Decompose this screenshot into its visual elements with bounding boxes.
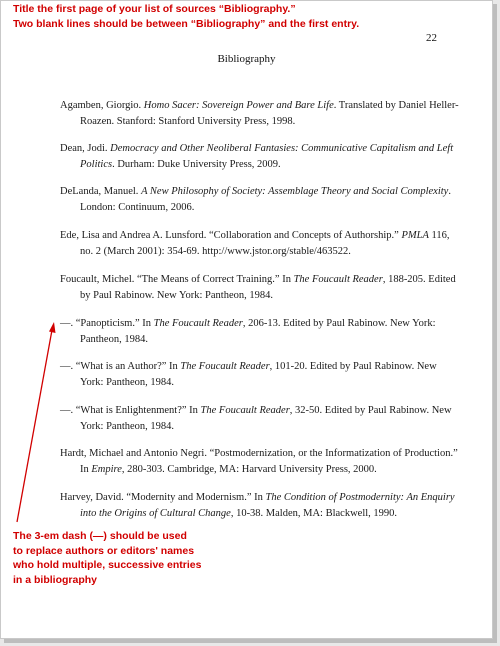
entry-text: Hardt, Michael and Antonio Negri. “Postmodernization, or the Informatization of Production.” In <box>60 448 458 475</box>
entry-title: Democracy and Other Neoliberal Fantasies: Communicative Capitalism and Left Politics <box>80 143 454 170</box>
entry-text: . London: Continuum, 2006. <box>80 186 451 213</box>
entry-text: , 188-205. Edited by Paul Rabinow. New York: Pantheon, 1984. <box>80 274 456 301</box>
top-annotation-line-2: Two blank lines should be between “Bibliography” and the first entry. <box>13 17 360 30</box>
top-annotation-line-1: Title the first page of your list of sources “Bibliography.” <box>13 3 296 15</box>
entry-title: A New Philosophy of Society: Assemblage Theory and Social Complexity <box>141 186 449 197</box>
entry-title: Homo Sacer: Sovereign Power and Bare Life <box>143 100 334 111</box>
page-number: 22 <box>426 32 437 44</box>
entry-title: The Foucault Reader <box>153 318 243 329</box>
entry-text: , 32-50. Edited by Paul Rabinow. New York: Pantheon, 1984. <box>80 405 452 432</box>
bottom-annotation-line-3: who hold multiple, successive entries <box>13 559 202 571</box>
arrow-head <box>49 322 56 333</box>
arrow-line <box>17 330 52 522</box>
entry-text: . Translated by Daniel Heller-Roazen. Stanford: Stanford University Press, 1998. <box>80 100 459 127</box>
entry-text: —. “What is an Author?” In <box>60 361 181 372</box>
entry-title: Empire <box>91 463 122 475</box>
entry-text: Foucault, Michel. “The Means of Correct Training.” In <box>60 274 294 285</box>
bottom-annotation-line-2: to replace authors or editors' names <box>13 544 195 557</box>
entry-text: , 206-13. Edited by Paul Rabinow. New York: Pantheon, 1984. <box>80 318 436 345</box>
entry-text: . Durham: Duke University Press, 2009. <box>112 158 281 170</box>
entry-title: The Foucault Reader <box>293 274 383 285</box>
bottom-annotation-line-1: The 3-em dash (—) should be used <box>13 530 187 542</box>
entry-text: , 10-38. Malden, MA: Blackwell, 1990. <box>230 507 398 519</box>
page-heading: Bibliography <box>217 53 276 65</box>
entry-title: The Foucault Reader <box>180 361 270 372</box>
entry-text: , 101-20. Edited by Paul Rabinow. New York: Pantheon, 1984. <box>80 361 437 388</box>
entry-text: DeLanda, Manuel. <box>60 186 142 197</box>
entry-text: —. “Panopticism.” In <box>60 318 154 329</box>
entry-title: The Condition of Postmodernity: An Enquiry into the Origins of Cultural Change <box>80 492 455 519</box>
entry-text: , 280-303. Cambridge, MA: Harvard University Press, 2000. <box>121 463 377 475</box>
entry-text: Dean, Jodi. <box>60 143 111 154</box>
entry-text: 116, no. 2 (March 2001): 354-69. http://www.jstor.org/stable/463522. <box>80 230 450 257</box>
entry-text: —. “What is Enlightenment?” In <box>60 405 201 416</box>
entry-title: PMLA <box>401 230 429 241</box>
entry-text: Ede, Lisa and Andrea A. Lunsford. “Collaboration and Concepts of Authorship.” <box>60 230 402 241</box>
entry-title: The Foucault Reader <box>200 405 290 416</box>
entry-text: Agamben, Giorgio. <box>60 100 144 111</box>
bottom-annotation-line-4: in a bibliography <box>13 573 98 586</box>
entry-text: Harvey, David. “Modernity and Modernism.” In <box>60 492 266 503</box>
